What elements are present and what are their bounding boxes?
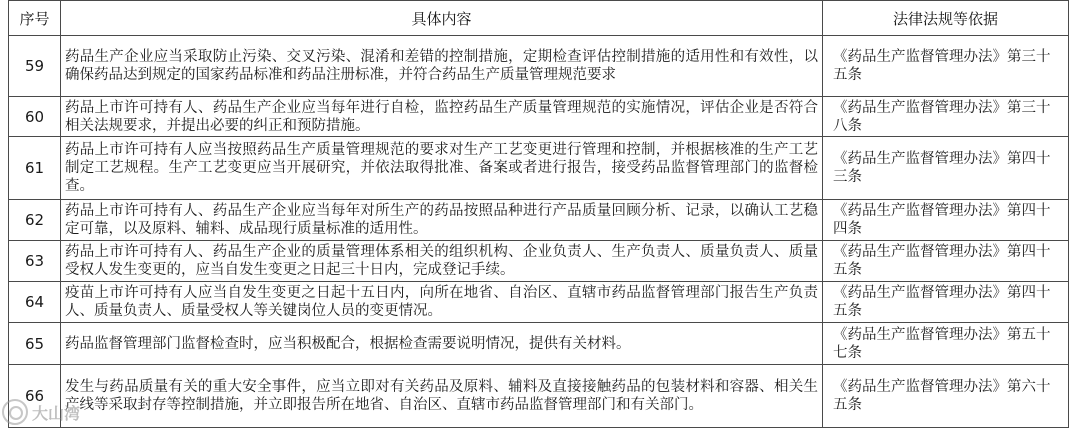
row-number: 61 [9,137,61,200]
row-number: 66 [9,365,61,428]
row-number: 62 [9,200,61,241]
header-basis: 法律法规等依据 [823,1,1069,36]
row-basis: 《药品生产监督管理办法》第三十五条 [823,36,1069,97]
row-basis: 《药品生产监督管理办法》第六十五条 [823,365,1069,428]
table-row [9,200,1069,241]
row-basis: 《药品生产监督管理办法》第四十四条 [823,200,1069,241]
row-basis: 《药品生产监督管理办法》第五十七条 [823,323,1069,365]
table-row [9,36,1069,97]
row-basis: 《药品生产监督管理办法》第四十五条 [823,241,1069,282]
header-content: 具体内容 [61,1,823,36]
row-content: 药品上市许可持有人、药品生产企业应当每年对所生产的药品按照品种进行产品质量回顾分析、记录，以确认工艺稳定可靠，以及原料、辅料、成品现行质量标准的适用性。 [61,200,823,241]
row-content: 药品生产企业应当采取防止污染、交叉污染、混淆和差错的控制措施，定期检查评估控制措施的适用性和有效性，以确保药品达到规定的国家药品标准和药品注册标准，并符合药品生产质量管理规范要求 [61,36,823,97]
table-row [9,97,1069,137]
table-header-row [9,1,1069,36]
row-content: 药品上市许可持有人、药品生产企业的质量管理体系相关的组织机构、企业负责人、生产负责人、质量负责人、质量受权人发生变更的，应当自发生变更之日起三十日内，完成登记手续。 [61,241,823,282]
row-content: 药品监督管理部门监督检查时，应当积极配合，根据检查需要说明情况，提供有关材料。 [61,323,823,365]
table-row [9,365,1069,428]
row-content: 发生与药品质量有关的重大安全事件，应当立即对有关药品及原料、辅料及直接接触药品的包装材料和容器、相关生产线等采取封存等控制措施，并立即报告所在地省、自治区、直辖市药品监督管理部门和有关部门。 [61,365,823,428]
table-row [9,282,1069,323]
row-number: 60 [9,97,61,137]
table-row [9,323,1069,365]
row-basis: 《药品生产监督管理办法》第四十五条 [823,282,1069,323]
row-content: 药品上市许可持有人应当按照药品生产质量管理规范的要求对生产工艺变更进行管理和控制，并根据核准的生产工艺制定工艺规程。生产工艺变更应当开展研究，并依法取得批准、备案或者进行报告，接受药品监督管理部门的监督检查。 [61,137,823,200]
watermark-logo-icon [2,399,28,425]
row-content: 疫苗上市许可持有人应当自发生变更之日起十五日内，向所在地省、自治区、直辖市药品监督管理部门报告生产负责人、质量负责人、质量受权人等关键岗位人员的变更情况。 [61,282,823,323]
table-row [9,137,1069,200]
row-number: 63 [9,241,61,282]
watermark [2,392,80,432]
regulation-table [8,0,1069,428]
row-number: 59 [9,36,61,97]
row-number: 65 [9,323,61,365]
row-basis: 《药品生产监督管理办法》第四十三条 [823,137,1069,200]
row-basis: 《药品生产监督管理办法》第三十八条 [823,97,1069,137]
watermark-text: 大山湾 [32,403,81,423]
row-content: 药品上市许可持有人、药品生产企业应当每年进行自检，监控药品生产质量管理规范的实施情况，评估企业是否符合相关法规要求，并提出必要的纠正和预防措施。 [61,97,823,137]
table-row [9,241,1069,282]
header-seq: 序号 [9,1,61,36]
row-number: 64 [9,282,61,323]
